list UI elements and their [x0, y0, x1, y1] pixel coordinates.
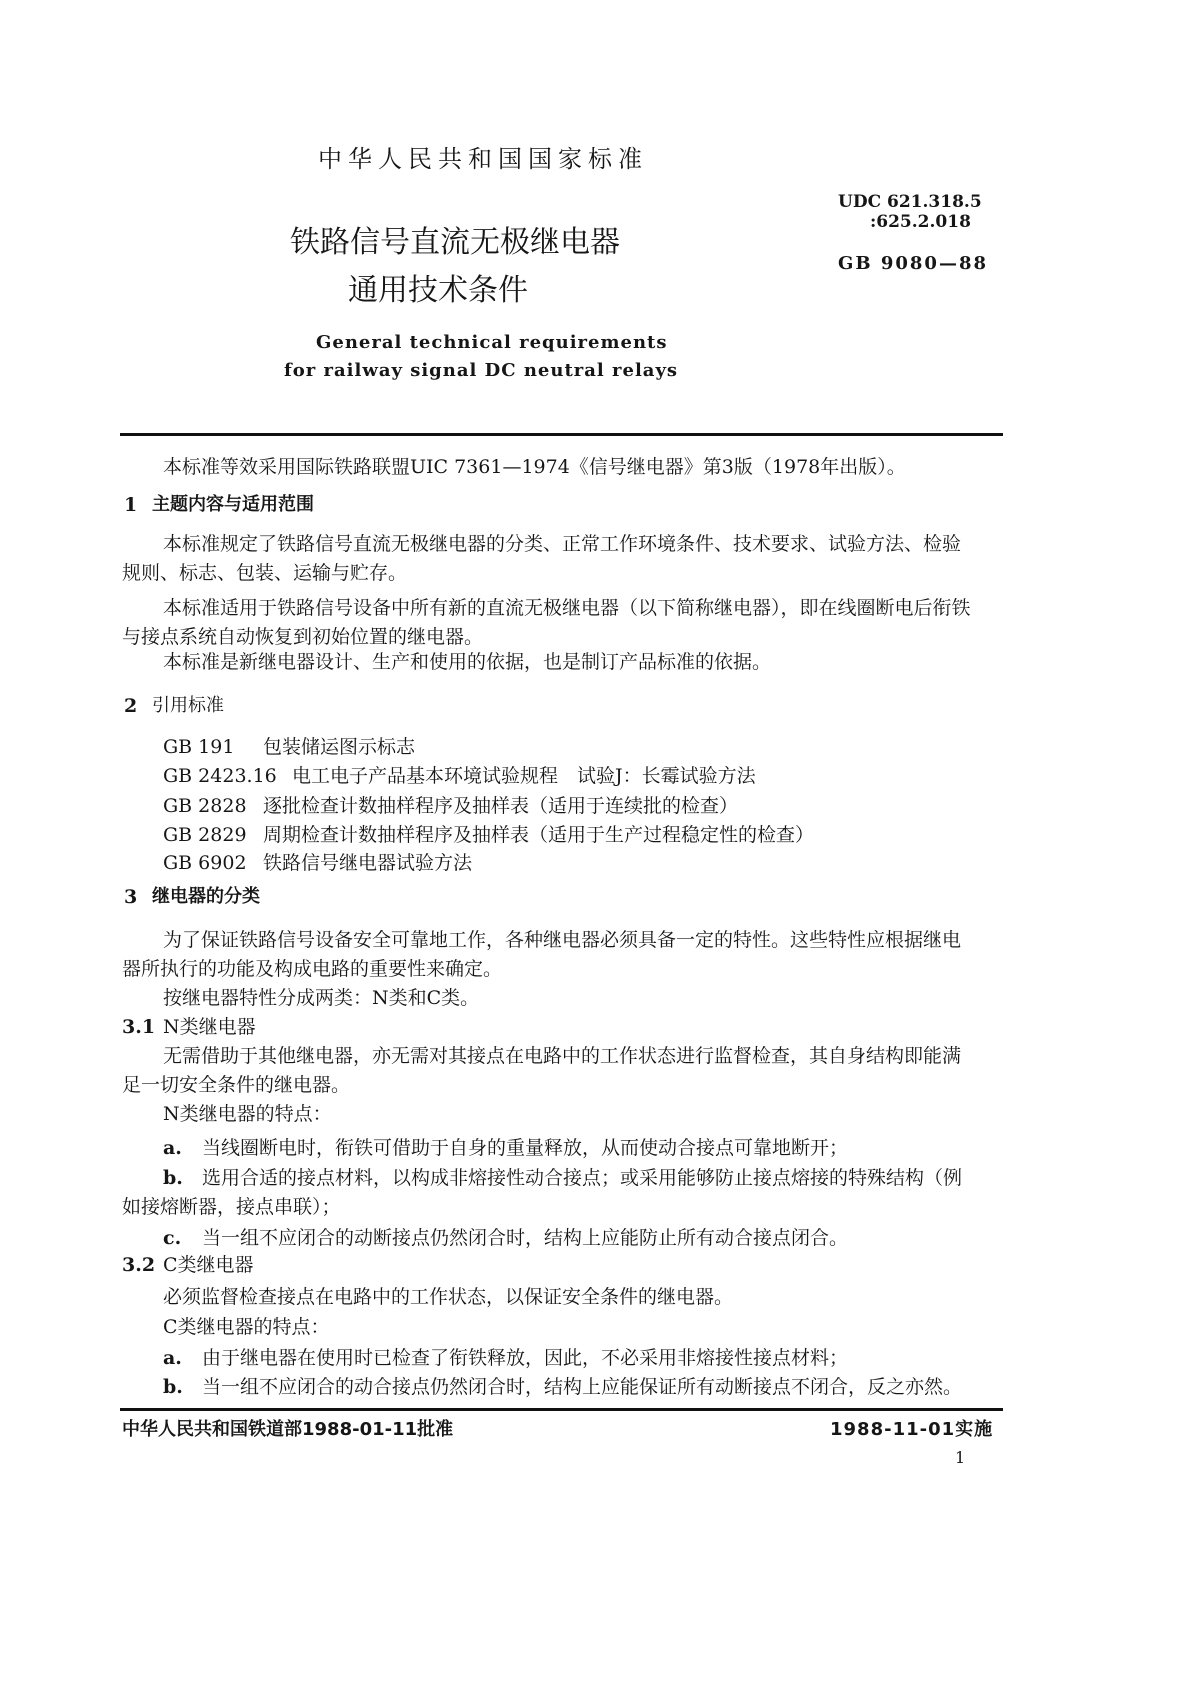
s32-item-a: 由于继电器在使用时已检查了衔铁释放，因此，不必采用非熔接性接点材料；: [202, 1347, 849, 1369]
s32-item-b: 当一组不应闭合的动合接点仍然闭合时，结构上应能保证所有动断接点不闭合，反之亦然。: [202, 1376, 963, 1398]
section-1-title: 主题内容与适用范围: [152, 494, 314, 515]
ref-code: GB 2423.16: [163, 765, 277, 787]
section-3-1-title: N类继电器: [163, 1016, 256, 1038]
ref-name: 铁路信号继电器试验方法: [263, 852, 473, 874]
s1-paragraph-2: 本标准适用于铁路信号设备中所有新的直流无极继电器（以下简称继电器），即在线圈断电后衔铁: [163, 597, 971, 619]
s31-item-a-label: a.: [163, 1137, 182, 1159]
intro-paragraph: 本标准等效采用国际铁路联盟UIC 7361—1974《信号继电器》第3版（1978年出版）。: [163, 456, 906, 478]
title-en-line1: General technical requirements: [316, 332, 668, 353]
udc-code-2: :625.2.018: [870, 212, 971, 232]
section-2-number: 2: [124, 695, 138, 717]
title-en-line2: for railway signal DC neutral relays: [284, 360, 679, 381]
s31-item-a: 当线圈断电时，衔铁可借助于自身的重量释放，从而使动合接点可靠地断开；: [202, 1137, 849, 1159]
s31-paragraph-2: N类继电器的特点：: [163, 1103, 332, 1125]
section-3-number: 3: [124, 886, 138, 908]
footer-divider: [120, 1408, 1003, 1411]
s31-item-b: 选用合适的接点材料，以构成非熔接性动合接点；或采用能够防止接点熔接的特殊结构（例: [202, 1167, 963, 1189]
s31-item-b-label: b.: [163, 1167, 183, 1189]
ref-name: 电工电子产品基本环境试验规程 试验J：长霉试验方法: [292, 765, 756, 787]
s31-paragraph-1: 无需借助于其他继电器，亦无需对其接点在电路中的工作状态进行监督检查，其自身结构即能满: [163, 1045, 962, 1067]
s3-paragraph-1: 为了保证铁路信号设备安全可靠地工作，各种继电器必须具备一定的特性。这些特性应根据继电: [163, 929, 962, 951]
section-3-2-title: C类继电器: [163, 1254, 254, 1276]
ref-name: 包装储运图示标志: [263, 736, 416, 758]
s31-item-c-label: c.: [163, 1227, 182, 1249]
ref-code: GB 2828: [163, 795, 247, 817]
s31-paragraph-1-cont: 足一切安全条件的继电器。: [122, 1074, 351, 1096]
page-number: 1: [955, 1448, 966, 1467]
s32-item-b-label: b.: [163, 1376, 183, 1398]
title-cn-line2: 通用技术条件: [348, 273, 528, 308]
s3-paragraph-1-cont: 器所执行的功能及构成电路的重要性来确定。: [122, 958, 503, 980]
ref-code: GB 2829: [163, 824, 247, 846]
title-cn-line1: 铁路信号直流无极继电器: [290, 225, 620, 260]
s1-paragraph-3: 本标准是新继电器设计、生产和使用的依据，也是制订产品标准的依据。: [163, 651, 772, 673]
section-3-title: 继电器的分类: [152, 886, 260, 907]
section-2-title: 引用标准: [152, 695, 224, 716]
section-1-number: 1: [124, 494, 138, 516]
s1-paragraph-2-cont: 与接点系统自动恢复到初始位置的继电器。: [122, 626, 484, 648]
s31-item-c: 当一组不应闭合的动断接点仍然闭合时，结构上应能防止所有动合接点闭合。: [202, 1227, 849, 1249]
s3-paragraph-2: 按继电器特性分成两类：N类和C类。: [163, 987, 480, 1009]
section-3-2-number: 3.2: [122, 1254, 156, 1276]
s1-paragraph-1-cont: 规则、标志、包装、运输与贮存。: [122, 562, 408, 584]
s32-paragraph-2: C类继电器的特点：: [163, 1316, 330, 1338]
s1-paragraph-1: 本标准规定了铁路信号直流无极继电器的分类、正常工作环境条件、技术要求、试验方法、检验: [163, 533, 962, 555]
effective-date: 1988-11-01实施: [830, 1419, 994, 1440]
approval-line: 中华人民共和国铁道部1988-01-11批准: [122, 1419, 454, 1440]
ref-code: GB 6902: [163, 852, 247, 874]
ref-name: 周期检查计数抽样程序及抽样表（适用于生产过程稳定性的检查）: [263, 824, 815, 846]
org-title: 中华人民共和国国家标准: [318, 145, 648, 173]
ref-name: 逐批检查计数抽样程序及抽样表（适用于连续批的检查）: [263, 795, 739, 817]
udc-code: UDC 621.318.5: [838, 192, 982, 212]
section-3-1-number: 3.1: [122, 1016, 156, 1038]
s32-item-a-label: a.: [163, 1347, 182, 1369]
gb-number: GB 9080—88: [838, 253, 988, 274]
ref-code: GB 191: [163, 736, 235, 758]
header-divider: [120, 433, 1003, 436]
s32-paragraph-1: 必须监督检查接点在电路中的工作状态，以保证安全条件的继电器。: [163, 1286, 734, 1308]
s31-item-b-cont: 如接熔断器，接点串联）；: [122, 1196, 341, 1218]
